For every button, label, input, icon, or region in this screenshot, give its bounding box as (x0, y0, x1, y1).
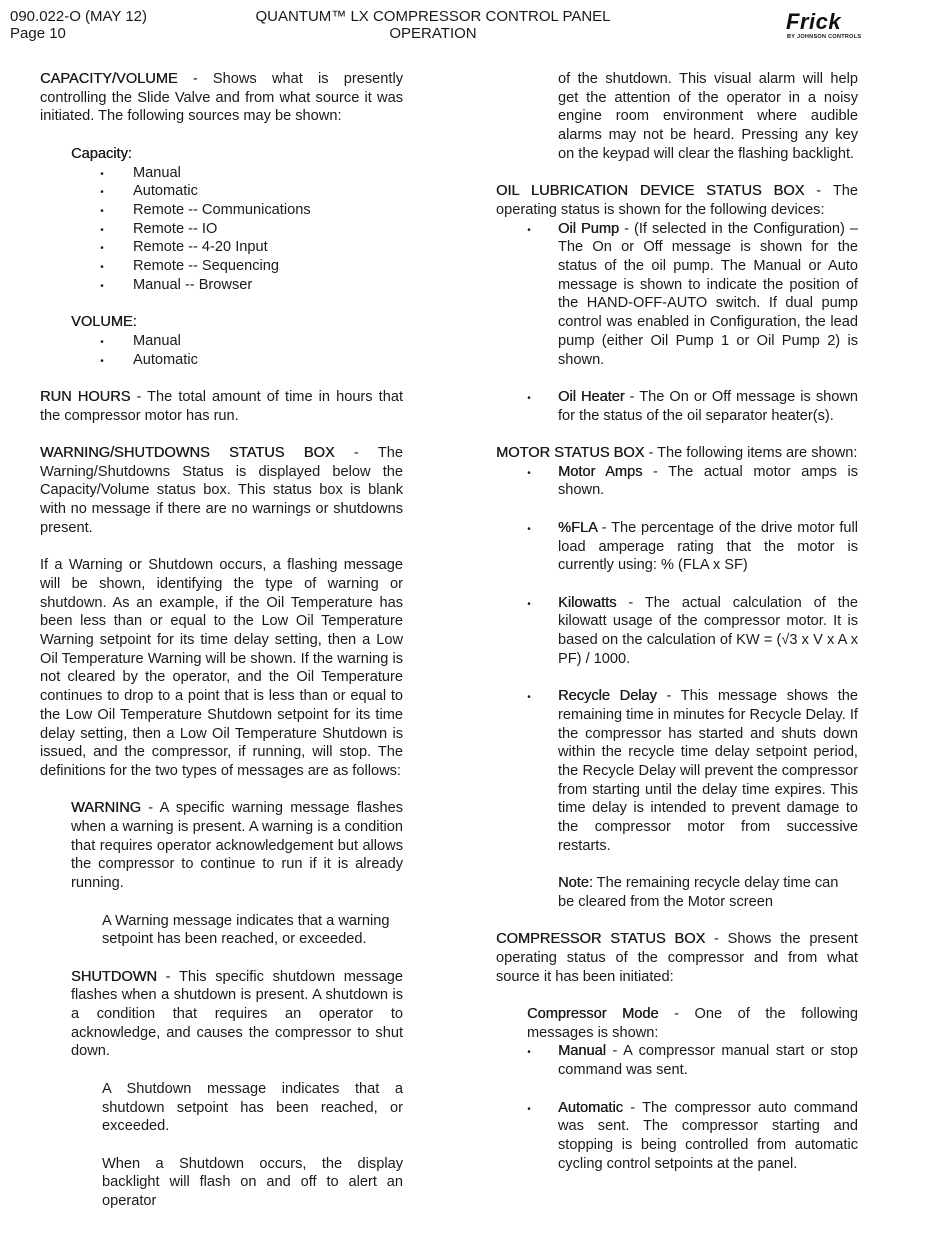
section-heading: WARNING/SHUTDOWNS STATUS BOX (40, 445, 335, 461)
bullet-icon (526, 687, 532, 708)
list-item: • Manual -- Browser (40, 276, 403, 295)
warning-definition: WARNING - A specific warning message flashes when a warning is present. A warning is a condition that requires operator acknowledgement but allows the compressor to continue to run if it is already running. (71, 800, 403, 892)
section-heading: MOTOR STATUS BOX (496, 445, 645, 462)
bullet-icon (526, 594, 532, 615)
definition-term: WARNING (71, 800, 141, 817)
list-item: • Remote -- Sequencing (40, 257, 403, 276)
shutdown-message-note: A Shutdown message indicates that a shutdown setpoint has been reached, or exceeded. (102, 1080, 403, 1135)
bullet-icon (526, 519, 532, 540)
list-item: • Kilowatts - The actual calculation of the kilowatt usage of the compressor motor. It is based on the calculation of KW = (√3 x V x A x PF) / 1000. (496, 594, 858, 669)
list-item: • Recycle Delay - This message shows the remaining time in minutes for Recycle Delay. If the compressor has started and shuts down within the recycle time delay setpoint period, the Recycle Delay will prevent the compressor from starting until the delay time expires. This time delay is intended to prevent damage to the compressor motor from successive restarts. (496, 687, 858, 855)
list-item: • %FLA - The percentage of the drive motor full load amperage rating that the motor is currently using: % (FLA x SF) (496, 519, 858, 575)
page-number: Page 10 (10, 25, 66, 42)
logo-wordmark: Frick (786, 9, 842, 34)
section-heading: RUN HOURS (40, 388, 131, 405)
list-item: • Automatic (40, 351, 403, 370)
list-item: • Remote -- IO (40, 220, 403, 239)
bullet-icon (526, 220, 532, 241)
section-heading: OIL LUBRICATION DEVICE STATUS BOX (496, 183, 805, 200)
volume-label: VOLUME: (71, 314, 137, 331)
list-item: • Oil Heater - The On or Off message is shown for the status of the oil separator heater(s). (496, 388, 858, 425)
list-item: • Manual - A compressor manual start or stop command was sent. (496, 1042, 858, 1079)
bullet-icon (99, 276, 105, 297)
paragraph-text: - Shows what is presently controlling the Slide Valve and from what source it was initiated. The following sources may be shown: (40, 71, 403, 125)
bullet-icon (526, 1099, 532, 1120)
list-item: • Automatic (40, 182, 403, 201)
oil-device-list (496, 220, 858, 426)
document-title: QUANTUM™ LX COMPRESSOR CONTROL PANEL (255, 8, 611, 25)
capacity-volume-paragraph (40, 70, 403, 126)
bullet-icon (99, 220, 105, 241)
logo-tagline: BY JOHNSON CONTROLS (787, 34, 862, 40)
backlight-note: When a Shutdown occurs, the display backlight will flash on and off to alert an operator (102, 1155, 403, 1210)
definition-term: SHUTDOWN (71, 968, 157, 985)
compressor-mode-list (496, 1042, 858, 1173)
volume-list (40, 332, 403, 369)
bullet-icon (99, 351, 105, 372)
definition-term: Compressor Mode (527, 1006, 659, 1023)
bullet-icon (526, 1042, 532, 1063)
warning-message-note: A Warning message indicates that a warning setpoint has been reached, or exceeded. (102, 912, 390, 948)
header-center (200, 8, 666, 42)
list-item: • Motor Amps - The actual motor amps is shown. (496, 463, 858, 500)
list-item: • Automatic - The compressor auto command was sent. The compressor starting and stopping is being controlled from automatic cycling control setpoints at the panel. (496, 1099, 858, 1174)
bullet-icon (99, 164, 105, 185)
header-left (10, 8, 147, 42)
bullet-icon (99, 257, 105, 278)
bullet-icon (526, 463, 532, 484)
left-column (40, 70, 403, 1211)
oil-lubrication-paragraph: OIL LUBRICATION DEVICE STATUS BOX - The operating status is shown for the following devices: (496, 183, 858, 218)
run-hours-paragraph: RUN HOURS - The total amount of time in hours that the compressor motor has run. (40, 388, 404, 424)
compressor-status-paragraph: COMPRESSOR STATUS BOX - Shows the present operating status of the compressor and from what source it has been initiated: (496, 931, 858, 985)
compressor-mode-paragraph: Compressor Mode - One of the following messages is shown: (527, 1006, 858, 1041)
section-heading: COMPRESSOR STATUS BOX (496, 931, 706, 948)
capacity-label: Capacity: (71, 145, 132, 162)
list-item: • Remote -- Communications (40, 201, 403, 220)
motor-item-list (496, 463, 858, 856)
document-number: 090.022-O (MAY 12) (10, 8, 148, 25)
bullet-icon (99, 332, 105, 353)
backlight-continued: of the shutdown. This visual alarm will help get the attention of the operator in a noisy engine room environment where audible alarms may not be heard. Pressing any key on the keypad will clear the flashing backlight. (558, 71, 858, 162)
section-heading: CAPACITY/VOLUME (40, 71, 178, 87)
warning-shutdowns-paragraph: WARNING/SHUTDOWNS STATUS BOX - The Warning/Shutdowns Status is displayed below the Capacity/Volume status box. This status box is blank with no message if there are no warnings or shutdowns present. (40, 445, 403, 536)
bullet-icon (99, 201, 105, 222)
shutdown-definition: SHUTDOWN - This specific shutdown message flashes when a shutdown is present. A shutdown is a condition that requires an operator to acknowledge, and causes the compressor to shut down. (71, 968, 403, 1060)
bullet-icon (526, 388, 532, 409)
list-item: • Manual (40, 164, 403, 183)
flashing-message-paragraph: If a Warning or Shutdown occurs, a flashing message will be shown, identifying the type of warning or shutdown. As an example, if the Oil Temperature has been less than or equal to the Low Oil Temperature Warning setpoint for its time delay setting, then a Low Oil Temperature Warning will be shown. If the warning is not cleared by the operator, and the Oil Temperature continues to drop to a point that is less than or equal to the Low Oil Temperature Shutdown setpoint for its time delay setting, then a Low Oil Temperature Shutdown is issued, and the compressor, if running, will stop. The definitions for the two types of messages are as follows: (40, 557, 403, 779)
recycle-delay-note: Note: The remaining recycle delay time can be cleared from the Motor screen (558, 875, 839, 910)
list-item: • Oil Pump - (If selected in the Configuration) – The On or Off message is shown for the status of the oil pump. The Manual or Auto message is shown to indicate the position of the HAND-OFF-AUTO switch. If dual pump control was enabled in Configuration, the lead pump (either Oil Pump 1 or Oil Pump 2) is shown. (496, 220, 858, 370)
bullet-icon (99, 182, 105, 203)
frick-logo (786, 10, 860, 46)
capacity-list (40, 164, 403, 295)
motor-status-paragraph: MOTOR STATUS BOX - The following items are shown: (496, 445, 858, 462)
bullet-icon (99, 238, 105, 259)
right-column (496, 70, 858, 1173)
list-item: • Remote -- 4-20 Input (40, 238, 403, 257)
list-item: • Manual (40, 332, 403, 351)
document-subtitle: OPERATION (389, 25, 477, 42)
note-label: Note: (558, 875, 593, 892)
